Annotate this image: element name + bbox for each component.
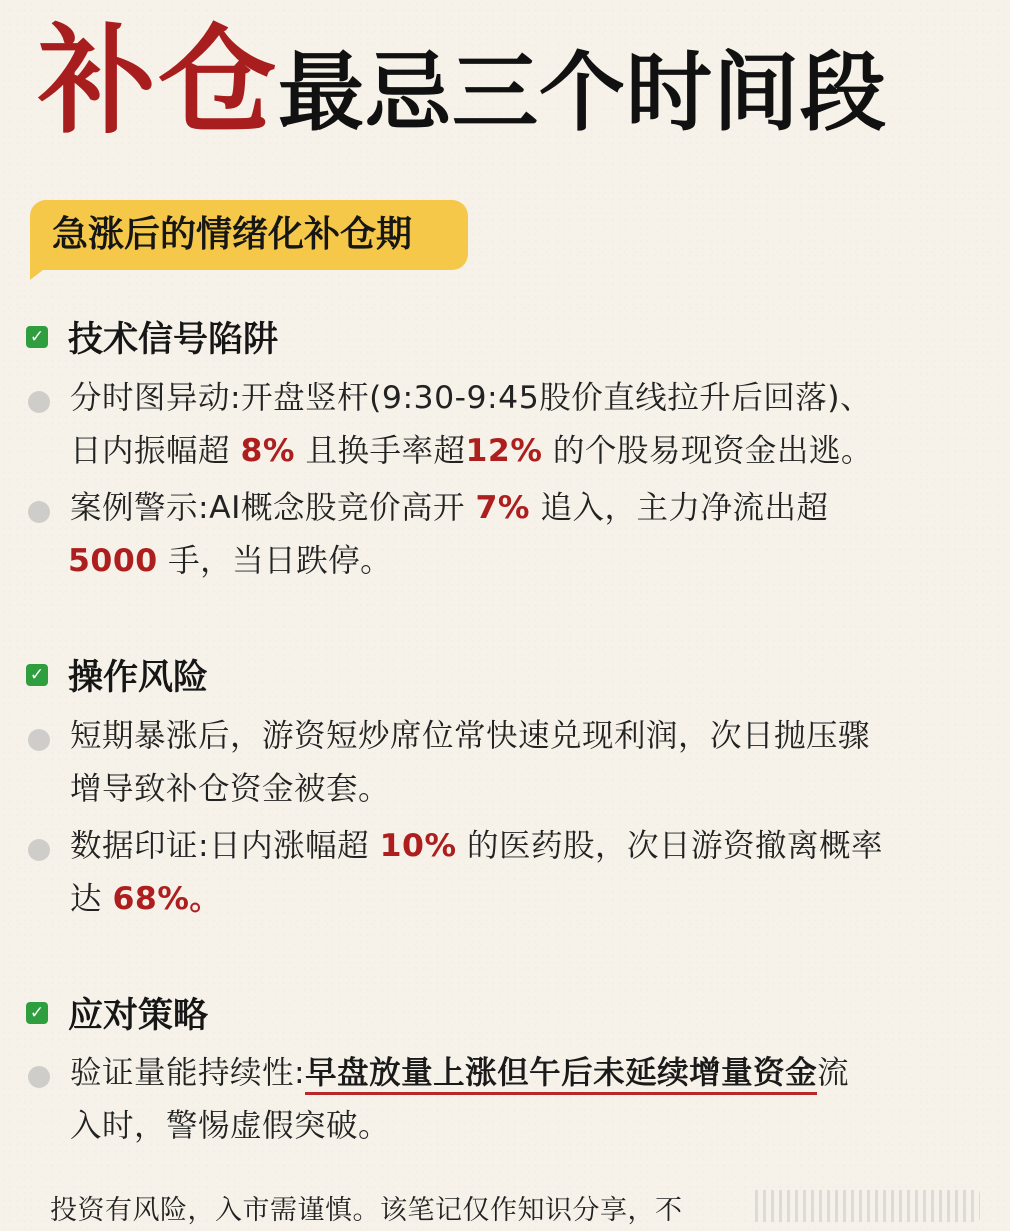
text-segment: 案例警示:AI概念股竞价高开 [70,490,476,526]
subtitle-banner: 急涨后的情绪化补仓期 [30,200,468,270]
item-line [70,491,828,525]
title-black-part: 最忌三个时间段 [278,43,888,143]
section-heading-strategy [26,988,208,1038]
section-heading-label: 技术信号陷阱 [68,320,279,360]
item-line [70,1109,390,1143]
item-line [70,772,390,806]
section-heading-label: 应对策略 [68,996,209,1036]
page-title [38,12,888,150]
text-segment: 的个股易现资金出逃。 [542,433,873,469]
text-segment: 的医药股，次日游资撤离概率 [456,828,884,864]
subtitle-banner-tail [30,266,48,280]
item-line [70,1056,849,1090]
check-mark-icon: ✓ [26,326,48,348]
text-segment: 短期暴涨后，游资短炒席位常快速兑现利润，次日抛压骤 [70,718,871,754]
section-heading-risk [26,650,208,700]
bullet-dot-icon [28,391,50,413]
text-segment: 追入，主力净流出超 [529,490,829,526]
text-segment: 入时，警惕虚假突破。 [70,1108,391,1144]
item-line [70,882,221,916]
text-segment: 且换手率超 [295,433,466,469]
text-segment: 分时图异动:开盘竖杆(9:30-9:45股价直线拉升后回落)、 [70,380,873,416]
bullet-dot-icon [28,1066,50,1088]
text-segment: 达 [70,881,113,917]
text-segment: 流 [817,1055,850,1091]
item-line [70,719,870,753]
underlined-emphasis: 早盘放量上涨但午后未延续增量资金 [305,1055,817,1095]
text-segment: 验证量能持续性: [70,1055,306,1091]
text-segment: 增导致补仓资金被套。 [70,771,391,807]
highlight-value: 。 [189,881,222,917]
text-segment: 日内振幅超 [70,433,241,469]
highlight-value: 68% [112,881,190,917]
item-line [70,434,873,468]
check-mark-icon: ✓ [26,664,48,686]
highlight-value: 7% [475,490,530,526]
item-line [68,544,392,578]
text-segment: 数据印证:日内涨幅超 [70,828,380,864]
watermark-overlay [750,1190,980,1222]
disclaimer-footer: 投资有风险，入市需谨慎。该笔记仅作知识分享，不 [50,1195,683,1226]
section-heading-label: 操作风险 [68,658,209,698]
bullet-dot-icon [28,839,50,861]
bullet-dot-icon [28,729,50,751]
title-red-part: 补仓 [38,12,279,150]
text-segment: 手，当日跌停。 [157,543,393,579]
highlight-value: 5000 [68,543,158,579]
highlight-value: 8% [240,433,295,469]
section-heading-technical [26,312,278,362]
item-line [70,381,872,415]
check-mark-icon: ✓ [26,1002,48,1024]
bullet-dot-icon [28,501,50,523]
highlight-value: 12% [465,433,543,469]
item-line [70,829,883,863]
highlight-value: 10% [379,828,457,864]
